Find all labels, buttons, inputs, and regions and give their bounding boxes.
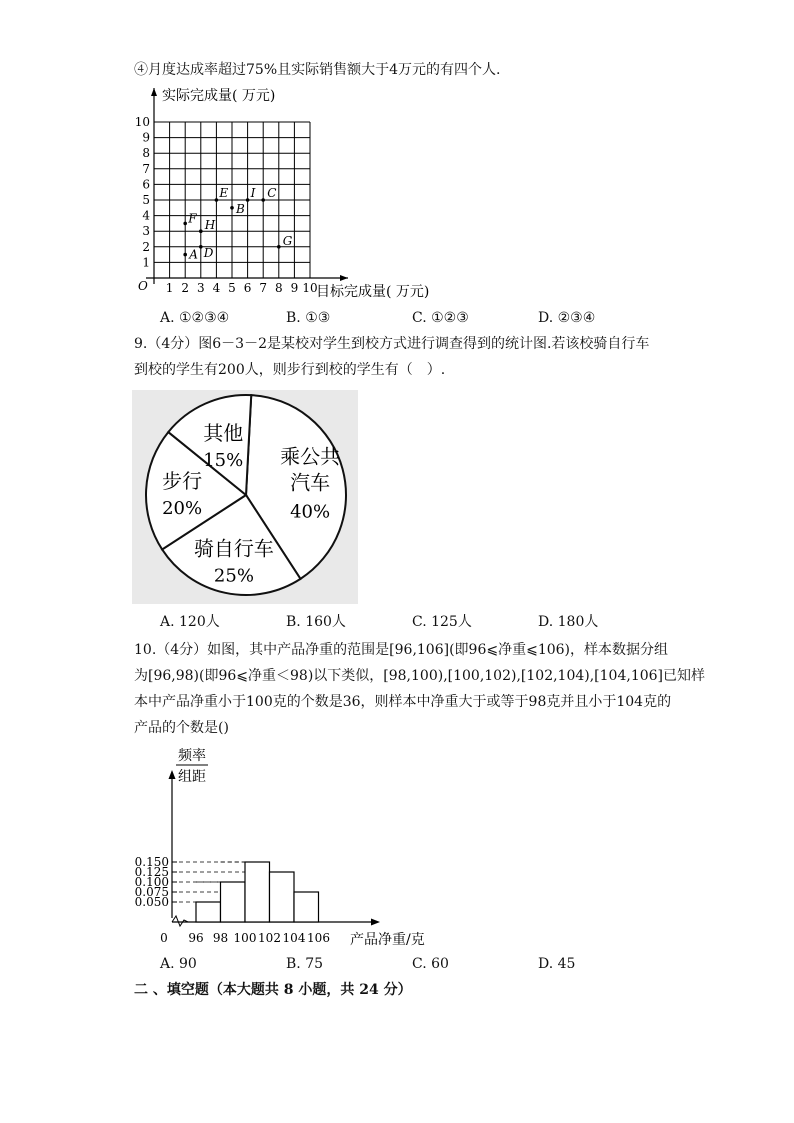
q10-text-line-3: 本中产品净重小于100克的个数是36，则样本中净重大于或等于98克并且小于104克的 [134, 694, 672, 710]
pie-pct-label: 40% [290, 501, 331, 523]
pie-pct-label: 15% [203, 449, 244, 471]
data-point-D [199, 245, 203, 249]
data-point-H [199, 229, 203, 233]
x-tick-label: 6 [243, 281, 252, 295]
q10-option-a[interactable]: A. 90 [160, 956, 197, 972]
origin-label: 0 [160, 931, 168, 945]
pie-pct-label: 20% [162, 497, 203, 519]
pie-label: 其他 [203, 420, 244, 445]
x-tick-label: 2 [181, 281, 190, 295]
q10-option-c[interactable]: C. 60 [412, 956, 449, 972]
q9-option-a[interactable]: A. 120人 [160, 614, 220, 630]
y-tick-label: 10 [134, 115, 150, 129]
q10-text-line-4: 产品的个数是() [134, 720, 229, 736]
data-point-I [246, 198, 250, 202]
histogram-bar [196, 902, 221, 922]
y-tick-label: 0.100 [134, 875, 169, 889]
q8-statement-4: ④月度达成率超过75%且实际销售额大于4万元的有四个人. [134, 62, 501, 78]
data-point-B [230, 206, 234, 210]
x-axis-arrow [340, 275, 348, 281]
y-axis-title-top: 频率 [178, 748, 206, 764]
x-tick-label: 104 [282, 931, 306, 945]
point-label-D: D [203, 245, 214, 260]
x-axis-arrow [371, 919, 380, 926]
q10-text-line-2: 为[96,98)(即96⩽净重＜98)以下类似，[98,100),[100,102),[102,104),[104,106]已知样 [134, 668, 705, 684]
point-label-A: A [189, 247, 198, 262]
x-tick-label: 4 [212, 281, 221, 295]
q9-option-b[interactable]: B. 160人 [286, 614, 346, 630]
q10-text-line-1: 10.（4分）如图，其中产品净重的范围是[96,106](即96⩽净重⩽106)，样本数据分组 [134, 642, 669, 658]
histogram [128, 740, 448, 950]
pie-chart [132, 390, 358, 604]
pie-label: 乘公共 [280, 444, 341, 469]
y-tick-label: 2 [142, 239, 150, 254]
histogram-bar [245, 862, 270, 922]
y-tick-label: 3 [142, 224, 150, 239]
q10-option-d[interactable]: D. 45 [538, 956, 576, 972]
x-tick-label: 7 [259, 281, 268, 295]
y-tick-label: 5 [142, 193, 150, 207]
section-2-title: 二 、填空题（本大题共 8 小题，共 24 分） [134, 982, 412, 998]
x-tick-label: 106 [307, 931, 330, 945]
x-axis-title: 产品净重/克 [350, 932, 425, 948]
histogram-bar [270, 872, 295, 922]
data-point-G [277, 245, 281, 249]
data-point-C [261, 198, 265, 202]
x-tick-label: 98 [212, 931, 229, 945]
point-label-E: E [219, 186, 229, 200]
data-point-E [215, 198, 219, 202]
q8-option-c[interactable]: C. ①②③ [412, 310, 469, 326]
histogram-bar [221, 882, 246, 922]
data-point-A [183, 253, 187, 257]
pie-pct-label: 25% [213, 565, 254, 587]
point-label-F: F [188, 211, 197, 226]
y-tick-label: 0.075 [134, 885, 169, 899]
origin-label: O [138, 279, 148, 293]
histogram-bar [294, 892, 319, 922]
q8-option-a[interactable]: A. ①②③④ [160, 310, 230, 326]
q8-option-d[interactable]: D. ②③④ [538, 310, 596, 326]
y-tick-label: 0.150 [134, 855, 169, 869]
y-axis-arrow [169, 770, 176, 779]
y-tick-label: 8 [142, 146, 150, 161]
y-axis-arrow [151, 88, 157, 96]
axis-break-mark [172, 916, 188, 926]
y-tick-label: 7 [142, 161, 150, 176]
q10-option-b[interactable]: B. 75 [286, 956, 324, 972]
x-tick-label: 96 [188, 931, 204, 945]
y-tick-label: 6 [142, 177, 150, 192]
x-tick-label: 10 [302, 281, 318, 295]
x-axis-title: 目标完成量( 万元) [316, 284, 430, 300]
point-label-I: I [250, 186, 256, 200]
data-point-F [183, 222, 187, 226]
point-label-B: B [236, 201, 245, 216]
q9-text-line-1: 9.（4分）图6－3－2是某校对学生到校方式进行调查得到的统计图.若该校骑自行车 [134, 336, 650, 352]
point-label-C: C [267, 186, 277, 200]
y-axis-title-bottom: 组距 [178, 769, 206, 785]
x-tick-label: 9 [290, 281, 299, 295]
scatter-plot [128, 82, 458, 304]
x-tick-label: 5 [228, 281, 236, 295]
q9-option-c[interactable]: C. 125人 [412, 614, 472, 630]
y-tick-label: 0.050 [134, 895, 169, 909]
x-tick-label: 1 [165, 281, 174, 295]
q8-option-b[interactable]: B. ①③ [286, 310, 331, 326]
y-tick-label: 1 [142, 255, 150, 270]
y-tick-label: 4 [142, 208, 150, 223]
x-tick-label: 8 [274, 281, 283, 295]
x-tick-label: 102 [258, 931, 281, 945]
pie-label: 汽车 [290, 470, 331, 495]
point-label-G: G [282, 233, 293, 248]
x-tick-label: 3 [196, 281, 205, 295]
y-axis-title: 实际完成量( 万元) [162, 88, 276, 104]
pie-label: 骑自行车 [193, 536, 274, 561]
q9-text-line-2: 到校的学生有200人，则步行到校的学生有（ ）. [134, 362, 446, 378]
point-label-H: H [204, 218, 216, 233]
y-tick-label: 9 [142, 130, 150, 145]
x-tick-label: 100 [233, 931, 257, 945]
y-tick-label: 0.125 [134, 865, 169, 879]
q9-option-d[interactable]: D. 180人 [538, 614, 599, 630]
pie-label: 步行 [162, 468, 203, 493]
